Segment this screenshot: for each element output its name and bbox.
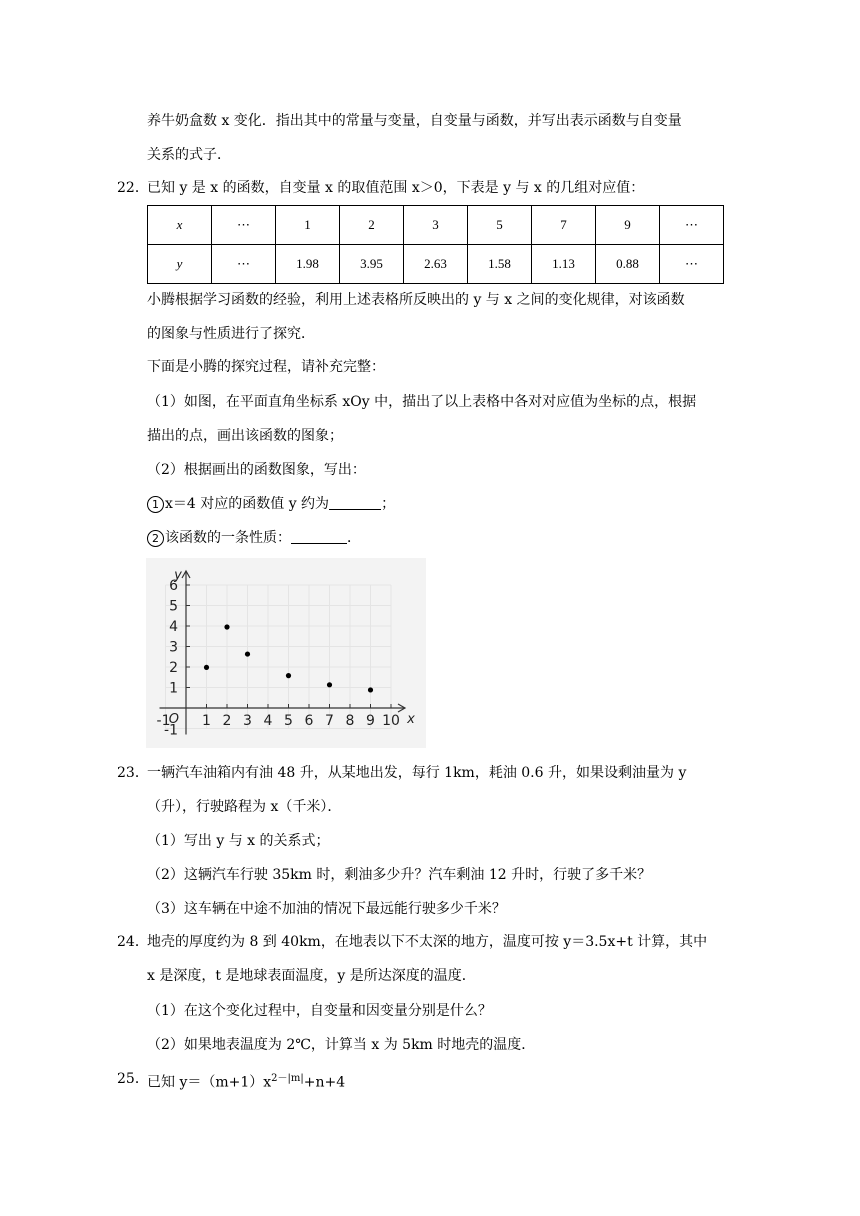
table-cell: ⋯ — [212, 245, 276, 284]
x-tick-label: 8 — [345, 713, 355, 729]
q22-para-3: 下面是小腾的探究过程，请补充完整： — [147, 359, 385, 375]
q22-stem: 已知 y 是 x 的函数，自变量 x 的取值范围 x＞0，下表是 y 与 x 的几组对应值： — [147, 180, 645, 196]
q25-number: 25． — [117, 1071, 149, 1087]
table-header-y: y — [148, 245, 212, 284]
data-point — [204, 665, 209, 670]
table-row-x — [148, 206, 724, 245]
y-tick-label: 4 — [169, 619, 178, 635]
coordinate-plane-chart — [146, 558, 426, 748]
q25-text: 已知 y＝（m+1）x — [147, 1074, 272, 1091]
q25-formula — [147, 1069, 345, 1093]
x-tick-label: 1 — [202, 713, 211, 729]
q22-item-2-text: 该函数的一条性质： — [165, 530, 291, 546]
table-cell: 2.63 — [404, 245, 468, 284]
q23-line-2: （升），行驶路程为 x（千米）． — [147, 799, 342, 815]
table-cell: 0.88 — [596, 245, 660, 284]
y-tick-label: -1 — [164, 722, 178, 739]
origin-label: O — [168, 712, 179, 727]
data-point — [327, 682, 332, 687]
x-axis-label: x — [407, 712, 415, 727]
table-cell: 9 — [596, 206, 660, 245]
table-cell: ⋯ — [212, 206, 276, 245]
x-tick-label: -1 — [156, 713, 171, 729]
table-cell: 1.98 — [276, 245, 340, 284]
q24-sub1: （1）在这个变化过程中，自变量和因变量分别是什么？ — [147, 1003, 492, 1019]
x-tick-label: 10 — [382, 713, 400, 729]
y-tick-label: 3 — [169, 639, 178, 656]
table-cell: 1.13 — [532, 245, 596, 284]
q24-sub2: （2）如果地表温度为 2℃，计算当 x 为 5km 时地壳的温度． — [147, 1037, 536, 1053]
q22-item-1 — [147, 494, 395, 514]
q22-item-1-end: ； — [381, 496, 396, 512]
y-tick-label: 1 — [169, 680, 178, 697]
table-cell: 3 — [404, 206, 468, 245]
answer-blank-1 — [329, 495, 381, 510]
q25-tail: +n+4 — [303, 1074, 346, 1091]
table-cell: 7 — [532, 206, 596, 245]
table-cell: 1.58 — [468, 245, 532, 284]
q22-item-2-end: ． — [347, 530, 361, 546]
y-tick-label: 6 — [169, 578, 178, 594]
intro-line-2: 关系的式子． — [147, 147, 231, 163]
q24-line-1: 地壳的厚度约为 8 到 40km，在地表以下不太深的地方，温度可按 y＝3.5x+t 计算，其中 — [147, 934, 708, 950]
q24-number: 24． — [117, 934, 149, 950]
q23-number: 23． — [117, 765, 149, 781]
table-cell: 5 — [468, 206, 532, 245]
q22-sub1-line1: （1）如图，在平面直角坐标系 xOy 中，描出了以上表格中各对对应值为坐标的点，根据 — [147, 394, 697, 410]
data-point — [368, 687, 373, 692]
circled-number-2: 2 — [147, 530, 164, 547]
y-tick-label: 5 — [169, 598, 178, 615]
q23-sub1: （1）写出 y 与 x 的关系式； — [147, 833, 330, 849]
q23-sub2: （2）这辆汽车行驶 35km 时，剩油多少升？汽车剩油 12 升时，行驶了多千米？ — [147, 867, 652, 883]
q23-line-1: 一辆汽车油箱内有油 48 升，从某地出发，每行 1km，耗油 0.6 升，如果设剩油量为 y — [147, 765, 687, 781]
data-point — [245, 651, 250, 656]
q25-exponent: 2－|m| — [271, 1073, 304, 1084]
table-cell: 1 — [276, 206, 340, 245]
x-tick-label: 5 — [284, 713, 293, 729]
x-tick-label: 9 — [366, 713, 375, 729]
table-cell: ⋯ — [660, 206, 724, 245]
x-tick-label: 6 — [304, 713, 314, 729]
q22-para-1: 小腾根据学习函数的经验，利用上述表格所反映出的 y 与 x 之间的变化规律，对该函数 — [147, 292, 685, 308]
q22-number: 22． — [117, 180, 149, 196]
table-row-y — [148, 245, 724, 284]
q23-sub3: （3）这车辆在中途不加油的情况下最远能行驶多少千米？ — [147, 901, 506, 917]
circled-number-1: 1 — [147, 496, 164, 513]
answer-blank-2 — [291, 529, 347, 544]
data-point — [286, 673, 291, 678]
q22-sub1-line2: 描出的点，画出该函数的图象； — [147, 428, 343, 444]
q22-sub2: （2）根据画出的函数图象，写出： — [147, 462, 366, 478]
x-tick-label: 2 — [222, 713, 232, 729]
table-header-x: x — [148, 206, 212, 245]
q22-item-1-text: x＝4 对应的函数值 y 约为 — [165, 496, 330, 512]
y-tick-label: 2 — [169, 660, 178, 676]
value-table — [147, 205, 724, 284]
q22-para-2: 的图象与性质进行了探究． — [147, 326, 315, 342]
table-cell: 2 — [340, 206, 404, 245]
intro-line-1: 养牛奶盒数 x 变化．指出其中的常量与变量，自变量与函数，并写出表示函数与自变量 — [147, 113, 682, 129]
q24-line-2: x 是深度，t 是地球表面温度，y 是所达深度的温度． — [147, 968, 476, 984]
q22-item-2 — [147, 528, 361, 548]
table-cell: 3.95 — [340, 245, 404, 284]
x-tick-label: 7 — [325, 713, 334, 729]
y-axis-label: y — [174, 568, 182, 583]
table-cell: ⋯ — [660, 245, 724, 284]
data-point — [224, 624, 229, 629]
x-tick-label: 4 — [263, 713, 273, 729]
x-tick-label: 3 — [243, 713, 252, 729]
